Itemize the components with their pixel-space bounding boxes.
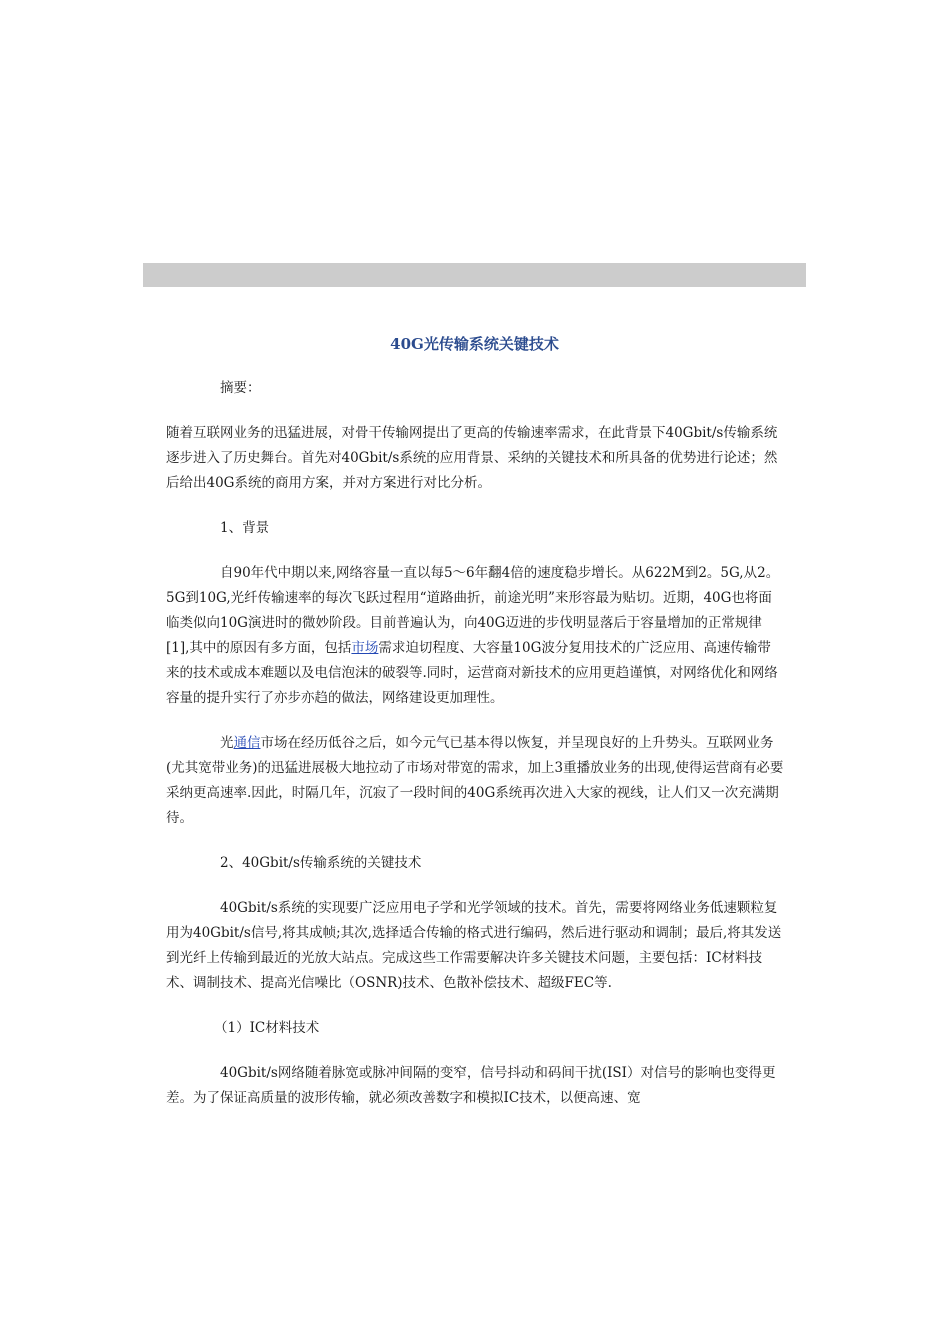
ic-paragraph: 40Gbit/s网络随着脉宽或脉冲间隔的变窄，信号抖动和码间干扰(ISI）对信号的影响也变得更差。为了保证高质量的波形传输，就必须改善数字和模拟IC技术，以便高速、宽 xyxy=(166,1065,776,1106)
background-paragraph-2 xyxy=(166,731,784,831)
section-heading-background: 1、背景 xyxy=(220,520,270,536)
background-paragraph-2-text-b: 市场在经历低谷之后，如今元气已基本得以恢复，并呈现良好的上升势头。互联网业务(尤其宽带业务)的迅猛进展极大地拉动了市场对带宽的需求，加上3重播放业务的出现,使得运营商有必要采纳更高速率.因此，时隔几年，沉寂了一段时间的40G系统再次进入大家的视线，让人们又一次充满期待。 xyxy=(166,735,784,826)
document-title: 40G光传输系统关键技术 xyxy=(390,335,559,353)
header-divider-bar xyxy=(143,263,806,287)
background-paragraph-2-text-a: 光 xyxy=(220,735,234,751)
abstract-label: 摘要： xyxy=(220,380,261,396)
market-link[interactable]: 市场 xyxy=(351,640,379,656)
document-body xyxy=(166,376,784,1131)
abstract-paragraph: 随着互联网业务的迅猛进展，对骨干传输网提出了更高的传输速率需求，在此背景下40Gbit/s传输系统逐步进入了历史舞台。首先对40Gbit/s系统的应用背景、采纳的关键技术和所具备的优势进行论述；然后给出40G系统的商用方案，并对方案进行对比分析。 xyxy=(166,425,778,491)
background-paragraph-1 xyxy=(166,561,784,711)
communication-link[interactable]: 通信 xyxy=(233,735,261,751)
key-tech-paragraph: 40Gbit/s系统的实现要广泛应用电子学和光学领域的技术。首先，需要将网络业务低速颗粒复用为40Gbit/s信号,将其成帧;其次,选择适合传输的格式进行编码，然后进行驱动和调制；最后,将其发送到光纤上传输到最近的光放大站点。完成这些工作需要解决许多关键技术问题，主要包括：IC材料技术、调制技术、提高光信噪比（OSNR)技术、色散补偿技术、超级FEC等. xyxy=(166,900,782,991)
subsection-heading-ic: （1）IC材料技术 xyxy=(214,1020,320,1036)
background-paragraph-1-text-a: 自90年代中期以来,网络容量一直以每5～6年翻4倍的速度稳步增长。从622M到2。5G,从2。5G到10G,光纤传输速率的每次飞跃过程用“道路曲折，前途光明”来形容最为贴切。近期，40G也将面临类似向10G演进时的微妙阶段。目前普遍认为，向40G迈进的步伐明显落后于容量增加的正常规律[1],其中的原因有多方面，包括 xyxy=(166,565,780,656)
background-paragraph-1-text-b: 需求迫切程度、大容量10G波分复用技术的广泛应用、高速传输带来的技术或成本难题以及电信泡沫的破裂等.同时，运营商对新技术的应用更趋谨慎，对网络优化和网络容量的提升实行了亦步亦趋的做法，网络建设更加理性。 xyxy=(166,640,778,706)
section-heading-key-tech: 2、40Gbit/s传输系统的关键技术 xyxy=(220,855,422,871)
